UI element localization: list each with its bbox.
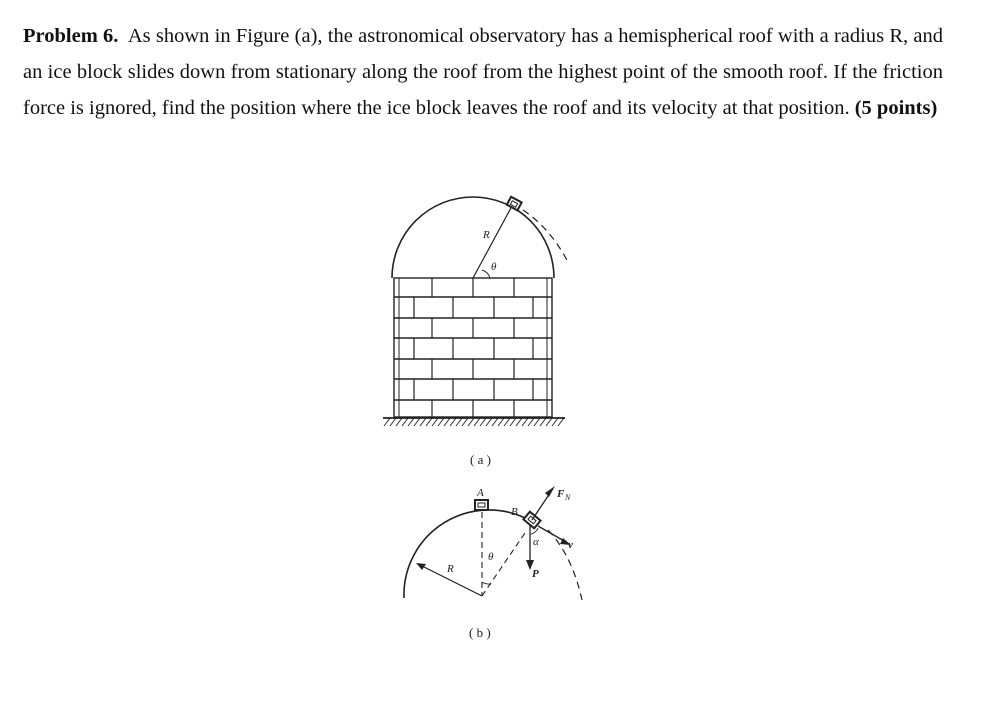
figure-b-radius-label: R bbox=[447, 563, 454, 575]
problem-heading: Problem 6. bbox=[23, 25, 119, 47]
figure-a-radius-label: R bbox=[483, 229, 490, 241]
figure-a bbox=[383, 197, 568, 426]
problem-text: As shown in Figure (a), the astronomical observatory has a hemispherical roof with a radius R, and an ice block slides down from stationary along the roof from the highest point of the smooth roof. If the friction force is ignored, find the position where the ice block leaves the roof and its velocity at that position. bbox=[23, 25, 944, 119]
angle-arc-b bbox=[482, 582, 491, 584]
trajectory-a bbox=[523, 210, 568, 262]
dome-roof bbox=[392, 197, 554, 278]
figure-b-alpha-label: α bbox=[533, 536, 539, 548]
ground-hatching bbox=[384, 418, 564, 426]
problem-points: (5 points) bbox=[854, 97, 938, 119]
angle-arc-a bbox=[482, 270, 490, 278]
figure-a-caption: ( a ) bbox=[470, 452, 491, 467]
figure-b-weight-label: P bbox=[532, 568, 539, 580]
figure-b-angle-label: θ bbox=[488, 551, 494, 563]
block-a-b bbox=[475, 500, 488, 510]
figure-b-normal-sub: N bbox=[565, 493, 571, 502]
figure-b-normal-label: F bbox=[557, 488, 565, 500]
brick-wall bbox=[394, 278, 552, 417]
figure-b-label-a: A bbox=[477, 487, 484, 499]
ice-block-a bbox=[507, 197, 522, 211]
figure-b bbox=[404, 486, 582, 600]
figure-b-caption: ( b ) bbox=[469, 625, 491, 640]
figure-a-angle-label: θ bbox=[491, 261, 497, 273]
radius-dashed-b bbox=[482, 530, 527, 596]
figure-b-label-b: B bbox=[511, 506, 518, 518]
figure-b-velocity-label: v bbox=[568, 539, 573, 551]
